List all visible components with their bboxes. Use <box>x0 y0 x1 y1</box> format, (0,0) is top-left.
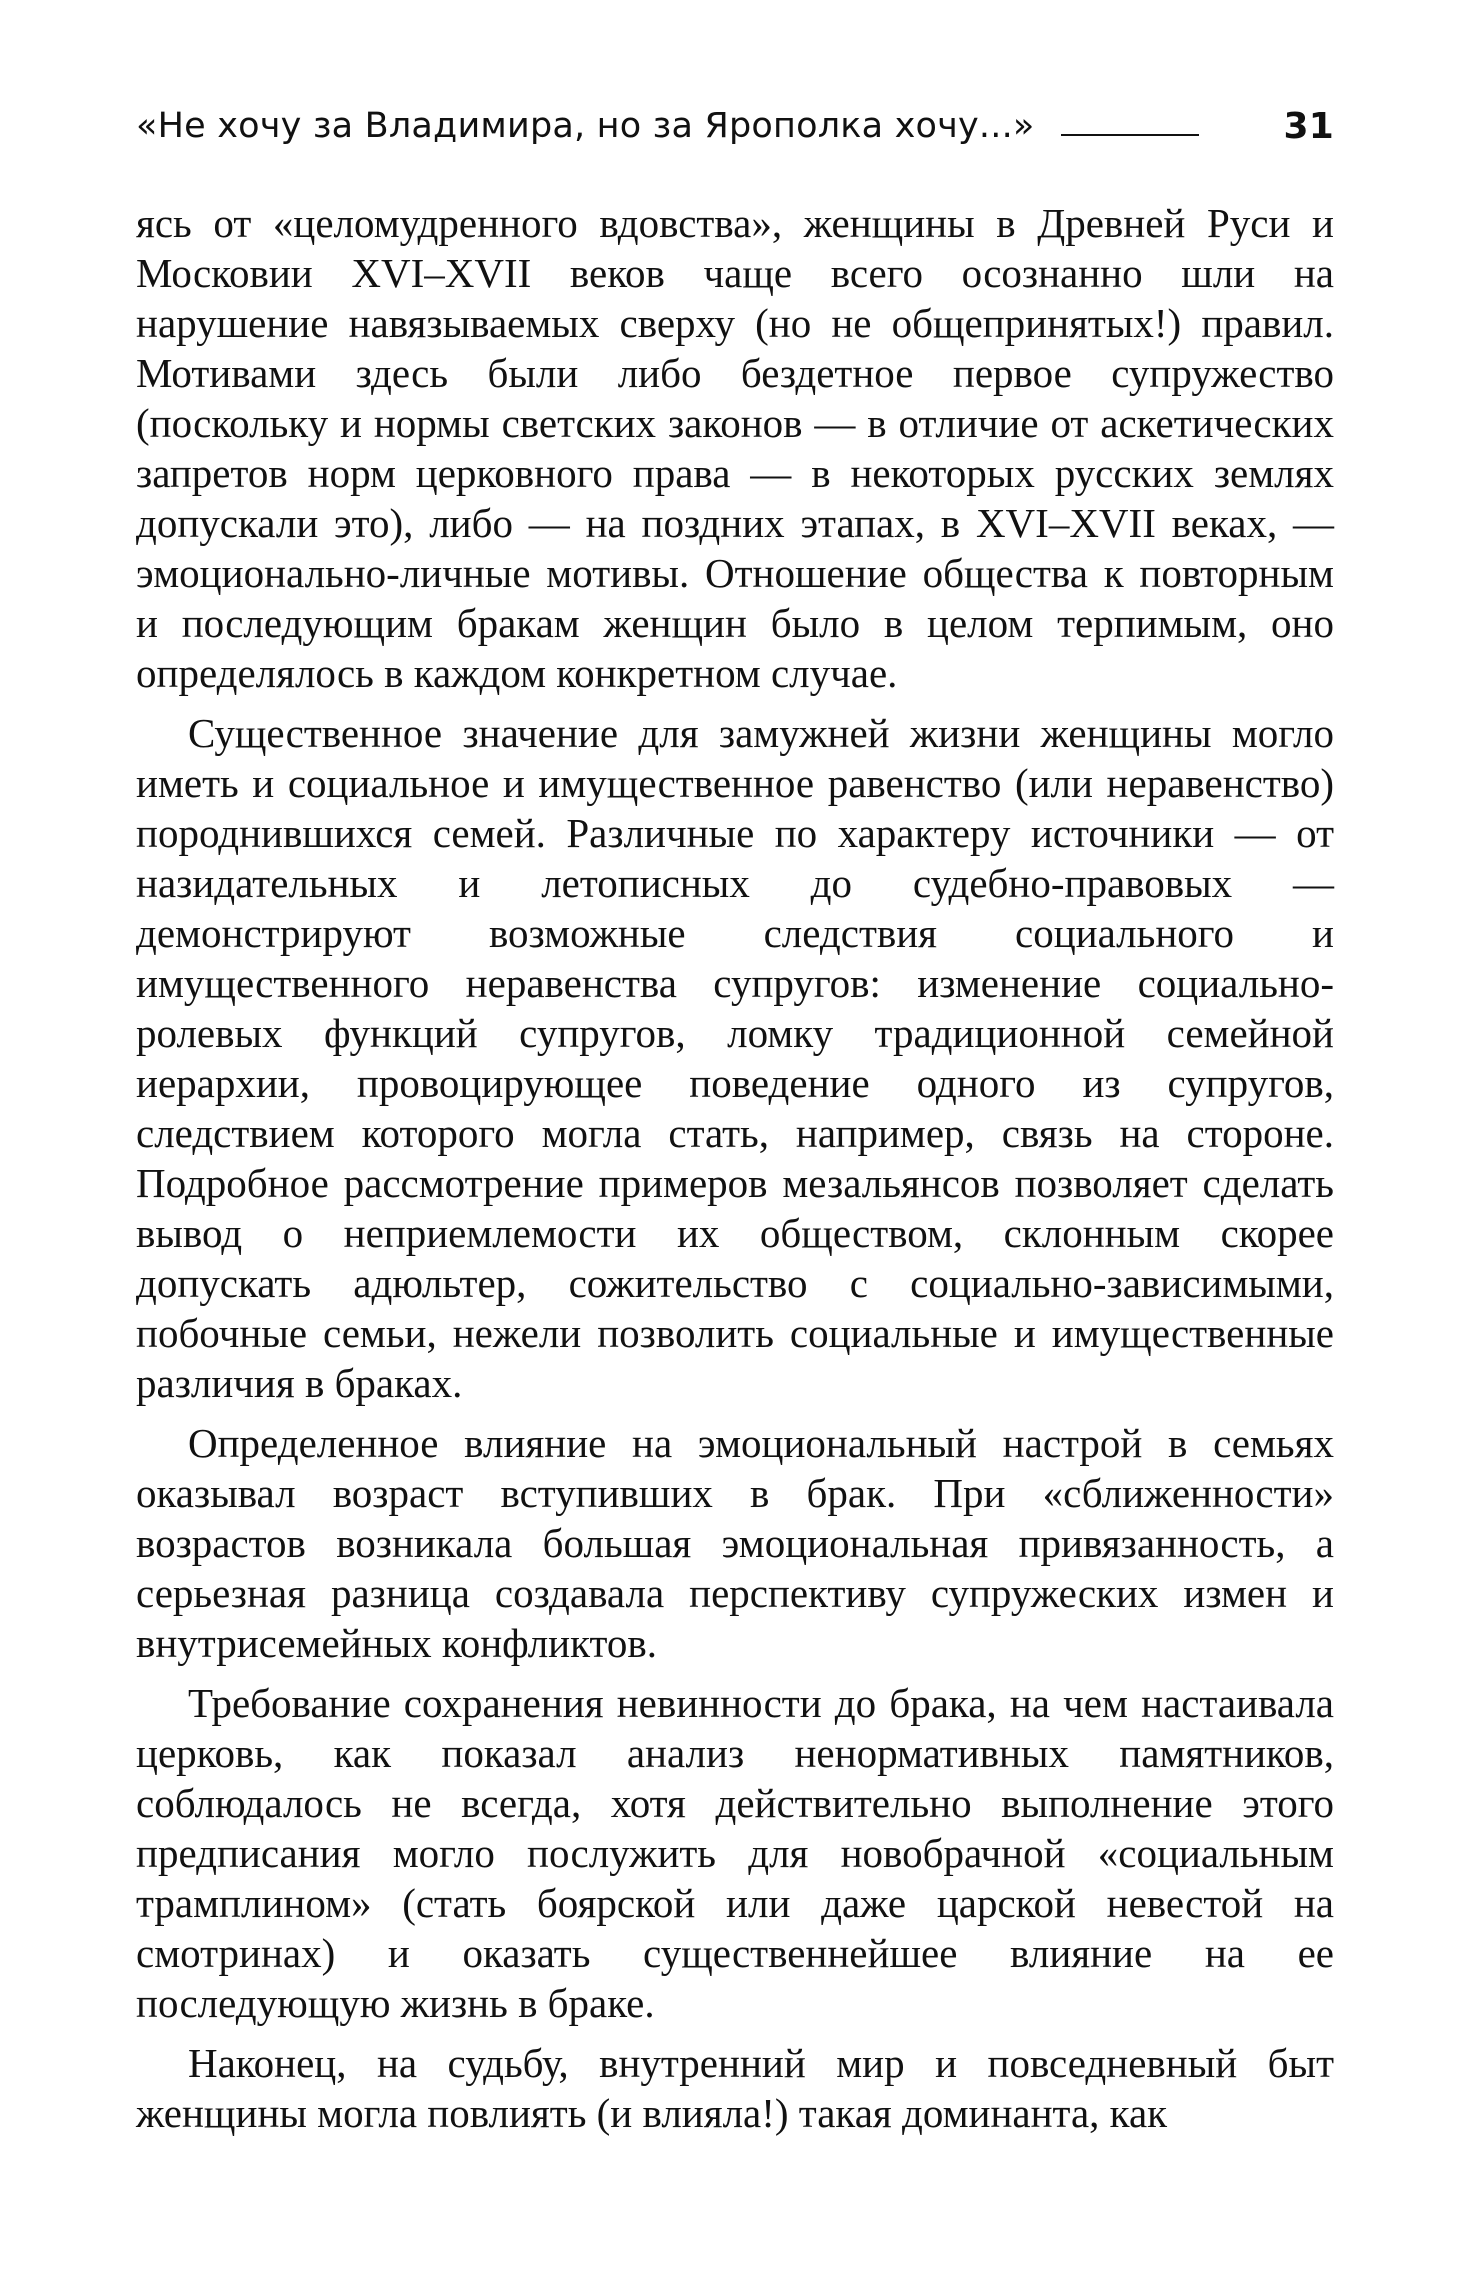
header-rule <box>1061 134 1199 136</box>
page-number: 31 <box>1283 105 1334 147</box>
paragraph: Существенное значение для замужней жизни женщины могло иметь и социальное и имущественное равенство (или неравенство) породнившихся семей. Различные по характеру источники — от назидательных и летописных до судебно-правовых — демонстрируют возможные следствия социального и имущественного неравенства супругов: изменение социально-ролевых функций супругов, ломку традиционной семейной иерархии, провоцирующее поведение одного из супругов, следствием которого могла стать, например, связь на стороне. Подробное рассмотрение примеров мезальянсов позволяет сделать вывод о неприемлемости их обществом, склонным скорее допускать адюльтер, сожительство с социально-зависимыми, побочные семьи, нежели позволить социальные и имущественные различия в браках. <box>136 710 1334 1406</box>
paragraph: Определенное влияние на эмоциональный настрой в семьях оказывал возраст вступивших в брак. При «сближенности» возрастов возникала большая эмоциональная привязанность, а серьезная разница создавала перспективу супружеских измен и внутрисемейных конфликтов. <box>136 1420 1334 1666</box>
paragraph: Наконец, на судьбу, внутренний мир и повседневный быт женщины могла повлиять (и влияла!) такая доминанта, как <box>136 2040 1334 2136</box>
body-text <box>136 198 1334 2148</box>
paragraph: ясь от «целомудренного вдовства», женщины в Древней Руси и Московии XVI–XVII веков чаще всего осознанно шли на нарушение навязываемых сверху (но не общепринятых!) правил. Мотивами здесь были либо бездетное первое супружество (поскольку и нормы светских законов — в отличие от аскетических запретов норм церковного права — в некоторых русских землях допускали это), либо — на поздних этапах, в XVI–XVII веках, — эмоционально-личные мотивы. Отношение общества к повторным и последующим бракам женщин было в целом терпимым, оно определялось в каждом конкретном случае. <box>136 200 1334 696</box>
running-title: «Не хочу за Владимира, но за Ярополка хочу...» <box>136 106 1035 146</box>
paragraph: Требование сохранения невинности до брака, на чем настаивала церковь, как показал анализ ненормативных памятников, соблюдалось не всегда, хотя действительно выполнение этого предписания могло послужить для новобрачной «социальным трамплином» (стать боярской или даже царской невестой на смотринах) и оказать существеннейшее влияние на ее последующую жизнь в браке. <box>136 1680 1334 2026</box>
running-header <box>136 102 1334 150</box>
